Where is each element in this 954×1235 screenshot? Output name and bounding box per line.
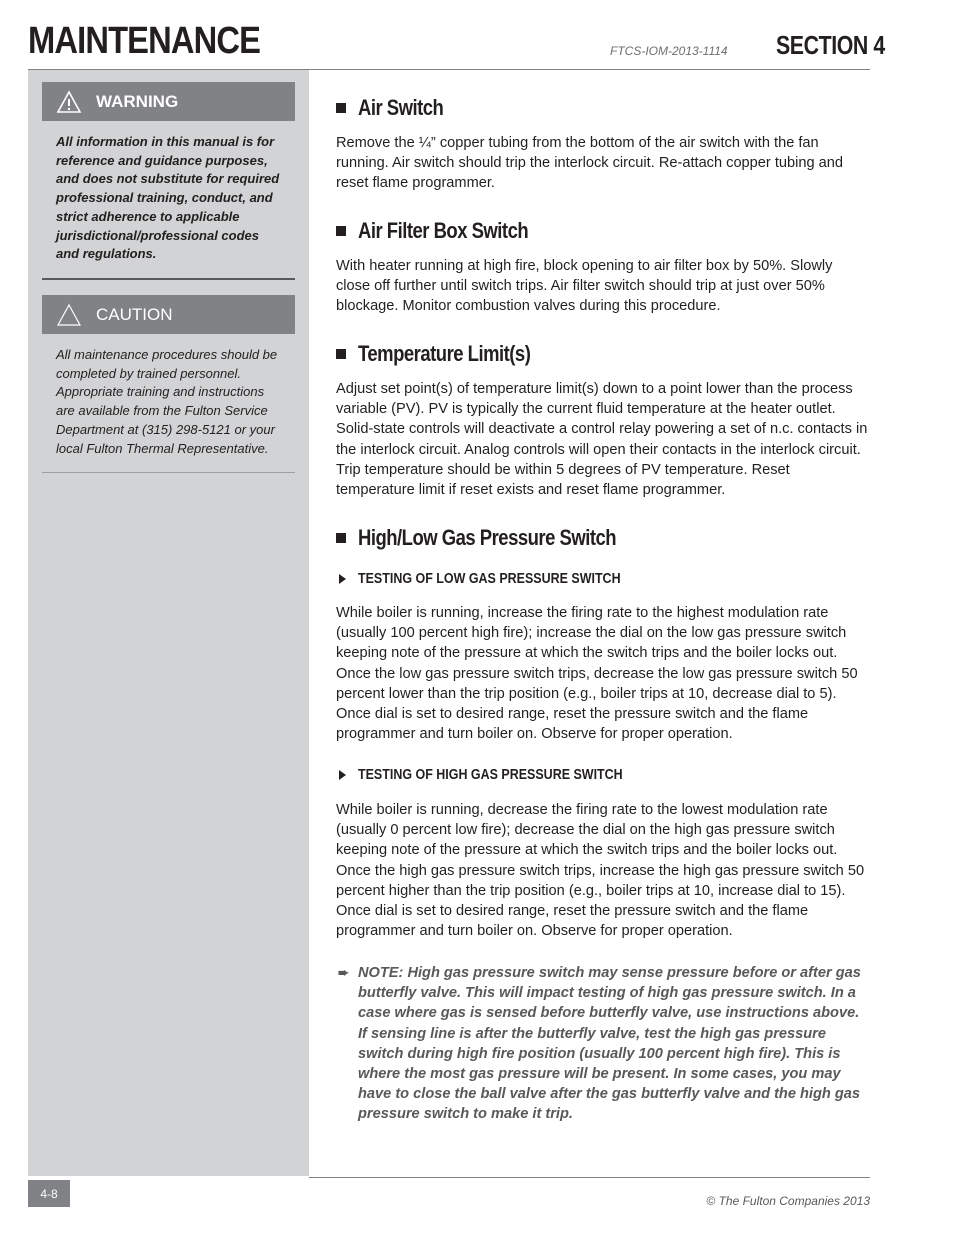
air-filter-text: With heater running at high fire, block opening to air filter box by 50%. Slowly close off further until switch trips. Air filter switch should trip at just over 50% blockage. Monitor combustion valves during this procedure. (336, 258, 833, 315)
low-gas-text: While boiler is running, increase the firing rate to the highest modulation rate (usually 100 percent high fire); increase the dial on the low gas pressure switch keeping note of the pressure at which the switch trips and the boiler locks out. Once the low gas pressure switch trips, decrease the low gas pressure switch 50 percent lower than the trip position (e.g., boiler trips at 10, decrease dial to 5). Once dial is set to desired range, reset the pressure switch and the flame programmer and turn boiler on. Observe for proper operation. (336, 605, 858, 743)
subheading-high-gas: TESTING OF HIGH GAS PRESSURE SWITCH (339, 767, 666, 783)
warning-header (42, 82, 295, 121)
square-bullet-icon (336, 103, 346, 113)
caution-label: CAUTION (96, 304, 173, 324)
subheading-low-gas: TESTING OF LOW GAS PRESSURE SWITCH (339, 571, 663, 587)
square-bullet-icon (336, 349, 346, 359)
air-switch-text: Remove the ¼” copper tubing from the bottom of the air switch with the fan running. Air switch should trip the interlock circuit. Re-attach copper tubing and reset flame programmer. (336, 135, 843, 192)
copyright: © The Fulton Companies 2013 (706, 1194, 870, 1208)
caution-text: All maintenance procedures should be completed by trained personnel. Appropriate training and instructions are available from the Fulton Service Department at (315) 298-5121 or your local Fulton Thermal Representative. (56, 347, 278, 456)
caution-divider (42, 472, 295, 473)
note-arrow-icon: ➨ (338, 965, 349, 980)
square-bullet-icon (336, 226, 346, 236)
page-title: MAINTENANCE (28, 20, 261, 62)
warning-label: WARNING (96, 91, 179, 111)
gas-pressure-note: ➨ NOTE: High gas pressure switch may sense pressure before or after gas butterfly valve. This will impact testing of high gas pressure switch. In a case where gas is sensed before butterfly valve, use instructions above. If sensing line is after the butterfly valve, test the high gas pressure switch during high fire position (usually 100 percent high fire). This is where the most gas pressure will be present. In some cases, you may have to close the ball valve after the gas butterfly valve and the high gas pressure switch to make it trip. (338, 963, 870, 1125)
square-bullet-icon (336, 533, 346, 543)
heading-temperature-limits: Temperature Limit(s) (336, 341, 563, 367)
page-number: 4-8 (28, 1180, 70, 1207)
high-gas-text: While boiler is running, decrease the firing rate to the lowest modulation rate (usually 0 percent low fire); decrease the dial on the high gas pressure switch keeping note of the pressure at which the switch trips and the boiler locks out. Once the high gas pressure switch trips, increase the high gas pressure switch 50 percent higher than the trip position (e.g., boiler trips at 10, increase dial to 15). Once dial is set to desired range, reset the pressure switch and the flame programmer and turn boiler on. Observe for proper operation. (336, 802, 865, 940)
warning-divider (42, 278, 295, 280)
caution-header (42, 295, 295, 334)
warning-text: All information in this manual is for reference and guidance purposes, and does not substitute for required professional training, conduct, and strict adherence to applicable jurisdictional/professional codes and regulations. (56, 134, 280, 262)
caution-triangle-icon (56, 303, 82, 327)
footer-divider (309, 1177, 870, 1178)
heading-air-switch: Air Switch (336, 95, 460, 121)
document-code: FTCS-IOM-2013-1114 (610, 44, 728, 58)
triangle-bullet-icon (339, 770, 346, 780)
heading-gas-pressure-switch: High/Low Gas Pressure Switch (336, 525, 665, 551)
temperature-limit-text: Adjust set point(s) of temperature limit(s) down to a point lower than the process variable (PV). PV is typically the current fluid temperature at the heater outlet. Solid-state controls will deactivate a control relay powering a set of n.c. contacts in the interlock circuit. Analog controls will open their contacts in the interlock circuit. Trip temperature should be within 5 degrees of PV temperature. Reset temperature limit if reset exists and reset flame programmer. (336, 381, 868, 499)
triangle-bullet-icon (339, 574, 346, 584)
warning-triangle-icon (56, 90, 82, 114)
heading-air-filter-box-switch: Air Filter Box Switch (336, 218, 561, 244)
section-label: SECTION 4 (776, 30, 885, 60)
